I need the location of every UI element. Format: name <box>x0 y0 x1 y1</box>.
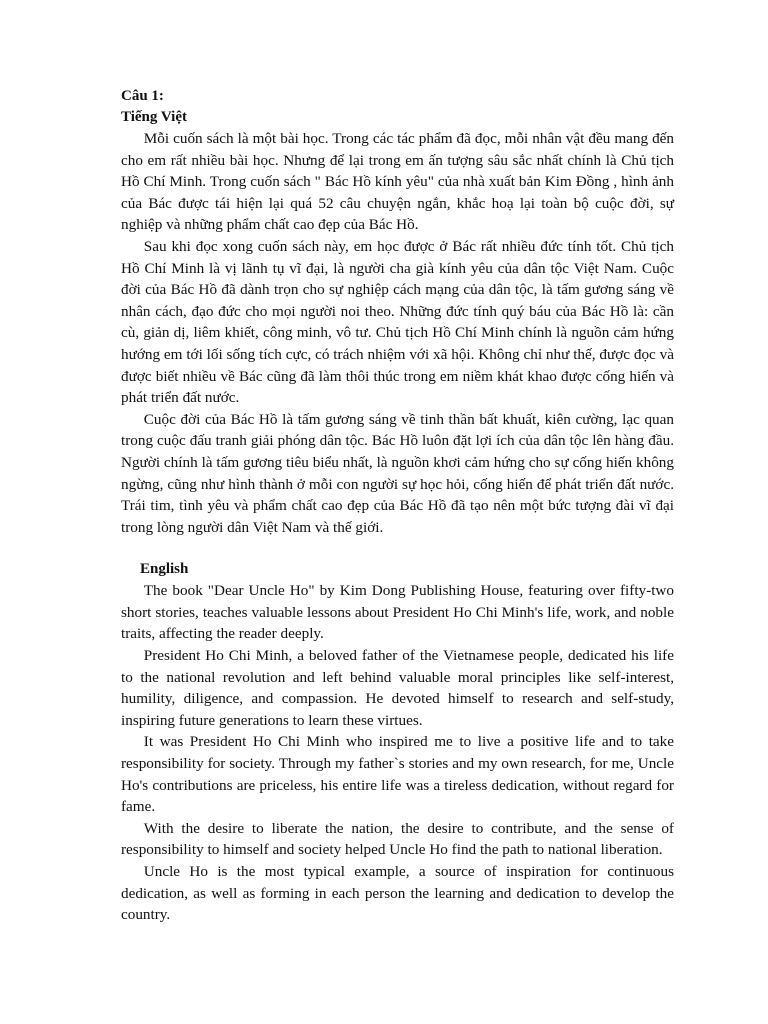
vietnamese-section <box>121 128 674 538</box>
vi-paragraph-1: Mỗi cuốn sách là một bài học. Trong các tác phẩm đã đọc, mỗi nhân vật đều mang đến cho em rất nhiều bài học. Nhưng để lại trong em ấn tượng sâu sắc nhất chính là Chủ tịch Hồ Chí Minh. Trong cuốn sách " Bác Hồ kính yêu" của nhà xuất bản Kim Đồng , hình ảnh của Bác được tái hiện lại quá 52 câu chuyện ngắn, khắc hoạ lại toàn bộ cuộc đời, sự nghiệp và những phẩm chất cao đẹp của Bác Hồ. <box>121 130 674 234</box>
vi-paragraph-2: Sau khi đọc xong cuốn sách này, em học được ở Bác rất nhiều đức tính tốt. Chủ tịch Hồ Chí Minh là vị lãnh tụ vĩ đại, là người cha già kính yêu của dân tộc Việt Nam. Cuộc đời của Bác Hồ đã dành trọn cho sự nghiệp cách mạng của dân tộc, là tấm gương sáng về nhân cách, đạo đức cho mọi người noi theo. Những đức tính quý báu của Bác Hồ là: cần cù, giản dị, liêm khiết, công minh, vô tư. Chủ tịch Hồ Chí Minh chính là nguồn cảm hứng hướng em tới lối sống tích cực, có trách nhiệm với xã hội. Không chỉ như thế, được đọc và được biết nhiều về Bác cũng đã làm thôi thúc trong em niềm khát khao được cống hiến và phát triển đất nước. <box>121 237 674 407</box>
english-section <box>121 559 674 926</box>
vietnamese-heading: Tiếng Việt <box>121 109 187 125</box>
vi-paragraph-3: Cuộc đời của Bác Hồ là tấm gương sáng về tinh thần bất khuất, kiên cường, lạc quan trong cuộc đấu tranh giải phóng dân tộc. Bác Hồ luôn đặt lợi ích của dân tộc lên hàng đầu. Người chính là tấm gương tiêu biểu nhất, là nguồn khơi cảm hứng cho sự cống hiến không ngừng, cũng như hình thành ở mỗi con người sự học hỏi, cống hiến để phát triển đất nước. Trái tim, tình yêu và phẩm chất cao đẹp của Bác Hồ đã tạo nên một bức tượng đài vĩ đại trong lòng người dân Việt Nam và thế giới. <box>121 410 674 536</box>
en-paragraph-5: Uncle Ho is the most typical example, a source of inspiration for continuous dedication, as well as forming in each person the learning and dedication to develop the country. <box>121 863 674 924</box>
en-paragraph-1: The book "Dear Uncle Ho" by Kim Dong Publishing House, featuring over fifty-two short stories, teaches valuable lessons about President Ho Chi Minh's life, work, and noble traits, affecting the reader deeply. <box>121 582 674 643</box>
en-paragraph-4: With the desire to liberate the nation, the desire to contribute, and the sense of responsibility to himself and society helped Uncle Ho find the path to national liberation. <box>121 819 674 859</box>
question-label: Câu 1: <box>121 88 164 104</box>
en-paragraph-3: It was President Ho Chi Minh who inspired me to live a positive life and to take responsibility for society. Through my father`s stories and my own research, for me, Uncle Ho's contributions are priceless, his entire life was a tireless dedication, without regard for fame. <box>121 733 674 816</box>
english-heading: English <box>140 561 189 578</box>
en-paragraph-2: President Ho Chi Minh, a beloved father of the Vietnamese people, dedicated his life to the national revolution and left behind valuable moral principles like self-interest, humility, diligence, and compassion. He devoted himself to research and self-study, inspiring future generations to learn these virtues. <box>121 647 674 729</box>
